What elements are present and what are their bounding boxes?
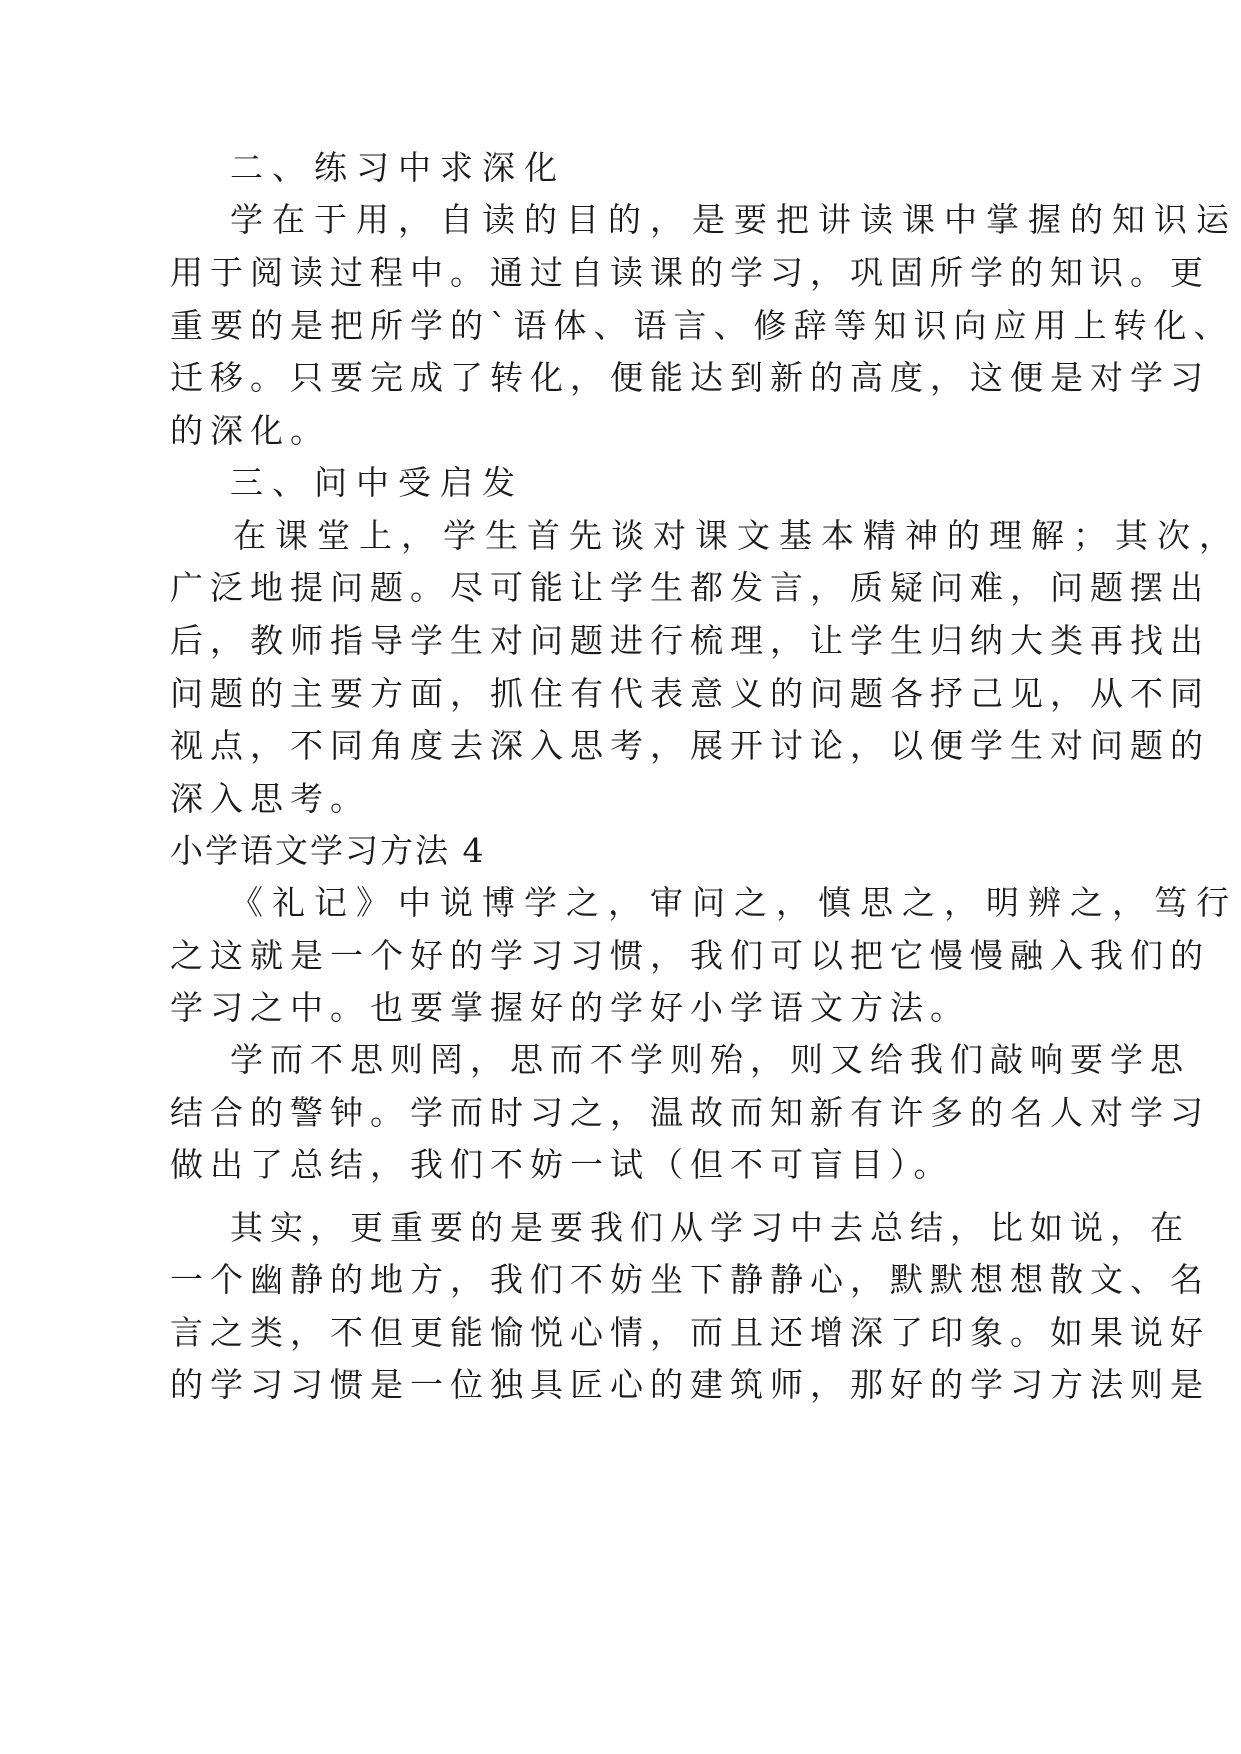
paragraph-line: 一个幽静的地方，我们不妨坐下静静心，默默想想散文、名: [170, 1260, 1210, 1299]
section-title: 小学语文学习方法 4: [170, 831, 486, 870]
paragraph-line: 的深化。: [170, 411, 330, 450]
paragraph-line: 其实，更重要的是要我们从学习中去总结，比如说，在: [230, 1208, 1190, 1247]
paragraph-line: 学习之中。也要掌握好的学好小学语文方法。: [170, 988, 970, 1027]
paragraph-line: 用于阅读过程中。通过自读课的学习，巩固所学的知识。更: [170, 253, 1210, 292]
paragraph-line: 后，教师指导学生对问题进行梳理，让学生归纳大类再找出: [170, 621, 1210, 660]
section-heading-3: 三、问中受启发: [230, 463, 524, 502]
paragraph-line: 视点，不同角度去深入思考，展开讨论，以便学生对问题的: [170, 726, 1210, 765]
paragraph-line: 《礼记》中说博学之，审问之，慎思之，明辨之，笃行: [230, 883, 1238, 922]
paragraph-line: 学而不思则罔，思而不学则殆，则又给我们敲响要学思: [230, 1040, 1190, 1079]
paragraph-line: 在课堂上，学生首先谈对课文基本精神的理解；其次，: [233, 516, 1241, 555]
paragraph-line: 问题的主要方面，抓住有代表意义的问题各抒己见，从不同: [170, 674, 1210, 713]
paragraph-line: 广泛地提问题。尽可能让学生都发言，质疑问难，问题摆出: [170, 568, 1210, 607]
paragraph-line: 深入思考。: [170, 779, 370, 818]
paragraph-line: 结合的警钟。学而时习之，温故而知新有许多的名人对学习: [170, 1093, 1210, 1132]
paragraph-line: 的学习习惯是一位独具匠心的建筑师，那好的学习方法则是: [170, 1365, 1210, 1404]
paragraph-line: 迁移。只要完成了转化，便能达到新的高度，这便是对学习: [170, 358, 1210, 397]
paragraph-line: 做出了总结，我们不妨一试（但不可盲目）。: [170, 1145, 954, 1184]
paragraph-line: 学在于用，自读的目的，是要把讲读课中掌握的知识运: [230, 200, 1238, 239]
paragraph-line: 言之类，不但更能愉悦心情，而且还增深了印象。如果说好: [170, 1313, 1210, 1352]
paragraph-line: 之这就是一个好的学习习惯，我们可以把它慢慢融入我们的: [170, 936, 1210, 975]
section-heading-2: 二、练习中求深化: [230, 148, 566, 187]
paragraph-line: 重要的是把所学的`语体、语言、修辞等知识向应用上转化、: [170, 306, 1234, 345]
